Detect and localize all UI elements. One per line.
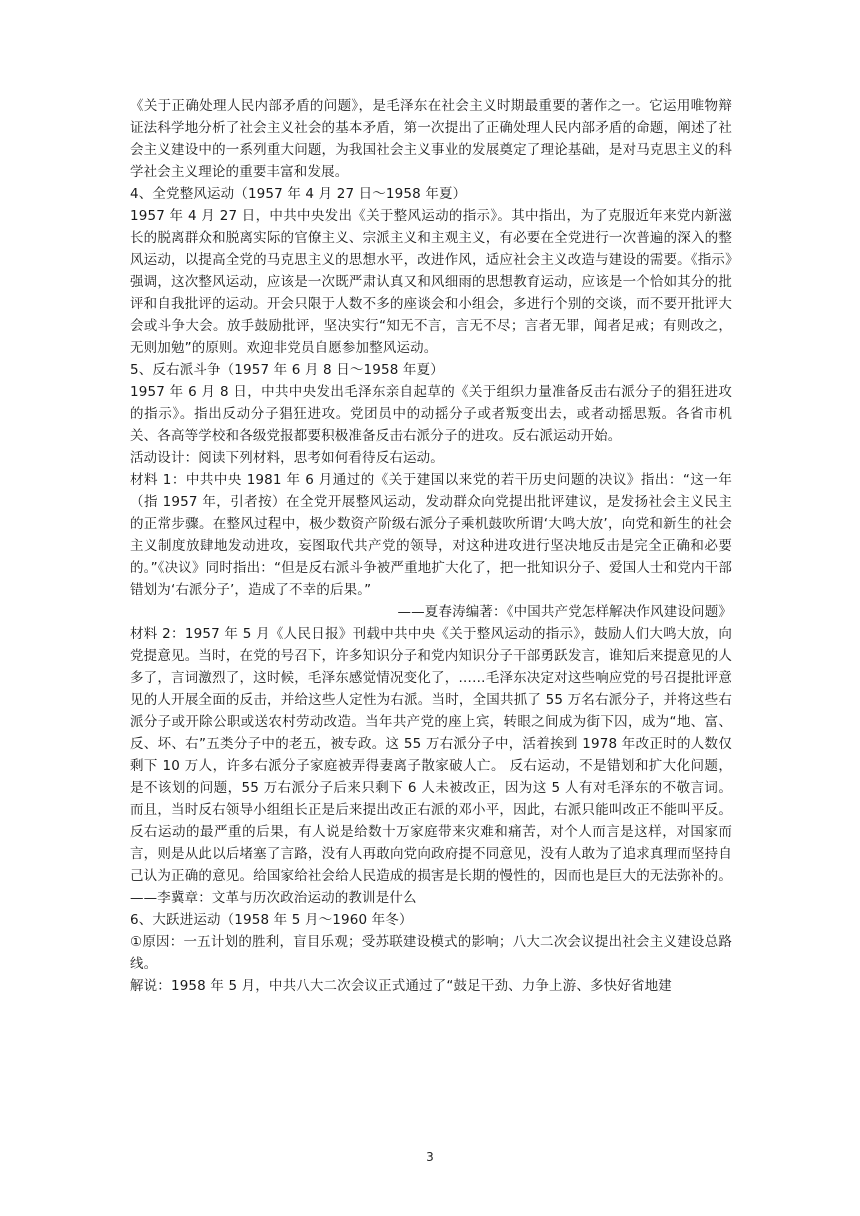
section-heading-5: 5、反右派斗争（1957 年 6 月 8 日～1958 年夏） [130, 362, 444, 378]
paragraph-great-leap-explanation: 解说：1958 年 5 月，中共八大二次会议正式通过了“鼓足干劲、力争上游、多快好省地建 [130, 978, 672, 994]
section-heading-6: 6、大跃进运动（1958 年 5 月～1960 年冬） [130, 912, 413, 928]
citation-material-1: ——夏春涛编著：《中国共产党怎样解决作风建设问题》 [397, 604, 732, 620]
page-number: 3 [426, 1150, 434, 1164]
paragraph-rectification: 1957 年 4 月 27 日，中共中央发出《关于整风运动的指示》。其中指出，为了克服近年来党内新滋长的脱离群众和脱离实际的官僚主义、宗派主义和主观主义，有必要在全党进行一次普遍的深入的整风运动，以提高全党的马克思主义的思想水平，改进作风，适应社会主义改造与建设的需要。《指示》强调，这次整风运动，应该是一次既严肃认真又和风细雨的思想教育运动，应该是一个恰如其分的批评和自我批评的运动。开会只限于人数不多的座谈会和小组会，多进行个别的交谈，而不要开批评大会或斗争大会。放手鼓励批评，坚决实行“知无不言，言无不尽；言者无罪，闻者足戒；有则改之，无则加勉”的原则。欢迎非党员自愿参加整风运动。 [130, 208, 732, 356]
paragraph-anti-rightist: 1957 年 6 月 8 日，中共中央发出毛泽东亲自起草的《关于组织力量准备反击右派分子的猖狂进攻的指示》。指出反动分子猖狂进攻。党团员中的动摇分子或者叛变出去，或者动摇思叛。各省市机关、各高等学校和各级党报都要积极准备反击右派分子的进攻。反右派运动开始。 [130, 384, 732, 444]
section-heading-4: 4、全党整风运动（1957 年 4 月 27 日～1958 年夏） [130, 186, 467, 202]
paragraph-intro: 《关于正确处理人民内部矛盾的问题》，是毛泽东在社会主义时期最重要的著作之一。它运用唯物辩证法科学地分析了社会主义社会的基本矛盾，第一次提出了正确处理人民内部矛盾的命题，阐述了社会主义建设中的一系列重大问题，为我国社会主义事业的发展奠定了理论基础，是对马克思主义的科学社会主义理论的重要丰富和发展。 [130, 98, 732, 180]
paragraph-great-leap-causes: ①原因：一五计划的胜利，盲目乐观；受苏联建设模式的影响；八大二次会议提出社会主义建设总路线。 [130, 934, 732, 972]
paragraph-activity-design: 活动设计：阅读下列材料，思考如何看待反右运动。 [130, 450, 444, 466]
paragraph-material-1: 材料 1：中共中央 1981 年 6 月通过的《关于建国以来党的若干历史问题的决议》指出：“这一年（指 1957 年，引者按）在全党开展整风运动，发动群众向党提出批评建议，是发扬社会主义民主的正常步骤。在整风过程中，极少数资产阶级右派分子乘机鼓吹所谓‘大鸣大放’，向党和新生的社会主义制度放肆地发动进攻，妄图取代共产党的领导，对这种进攻进行坚决地反击是完全正确和必要的。”《决议》同时指出：“但是反右派斗争被严重地扩大化了，把一批知识分子、爱国人士和党内干部错划为‘右派分子’，造成了不幸的后果。” [130, 472, 732, 598]
document-body [130, 95, 732, 997]
paragraph-material-2: 材料 2：1957 年 5 月《人民日报》刊载中共中央《关于整风运动的指示》，鼓励人们大鸣大放，向党提意见。当时，在党的号召下，许多知识分子和党内知识分子干部勇跃发言，谁知后来提意见的人多了，言词激烈了，这时候，毛泽东感觉情况变化了，……毛泽东决定对这些响应党的号召提批评意见的人开展全面的反击，并给这些人定性为右派。当时，全国共抓了 55 万名右派分子，并将这些右派分子或开除公职或送农村劳动改造。当年共产党的座上宾，转眼之间成为街下囚，成为“地、富、反、坏、右”五类分子中的老五，被专政。这 55 万右派分子中，活着挨到 1978 年改正时的人数仅剩下 10 万人，许多右派分子家庭被弄得妻离子散家破人亡。 反右运动，不是错划和扩大化问题，是不该划的问题，55 万右派分子后来只剩下 6 人未被改正，因为这 5 人有对毛泽东的不敬言词。而且，当时反右领导小组组长正是后来提出改正右派的邓小平，因此，右派只能叫改正不能叫平反。反右运动的最严重的后果，有人说是给数十万家庭带来灾难和痛苦，对个人而言是这样，对国家而言，则是从此以后堵塞了言路，没有人再敢向党向政府提不同意见，没有人敢为了追求真理而坚持自己认为正确的意见。给国家给社会给人民造成的损害是长期的慢性的，因而也是巨大的无法弥补的。——李冀章：文革与历次政治运动的教训是什么 [130, 626, 732, 906]
